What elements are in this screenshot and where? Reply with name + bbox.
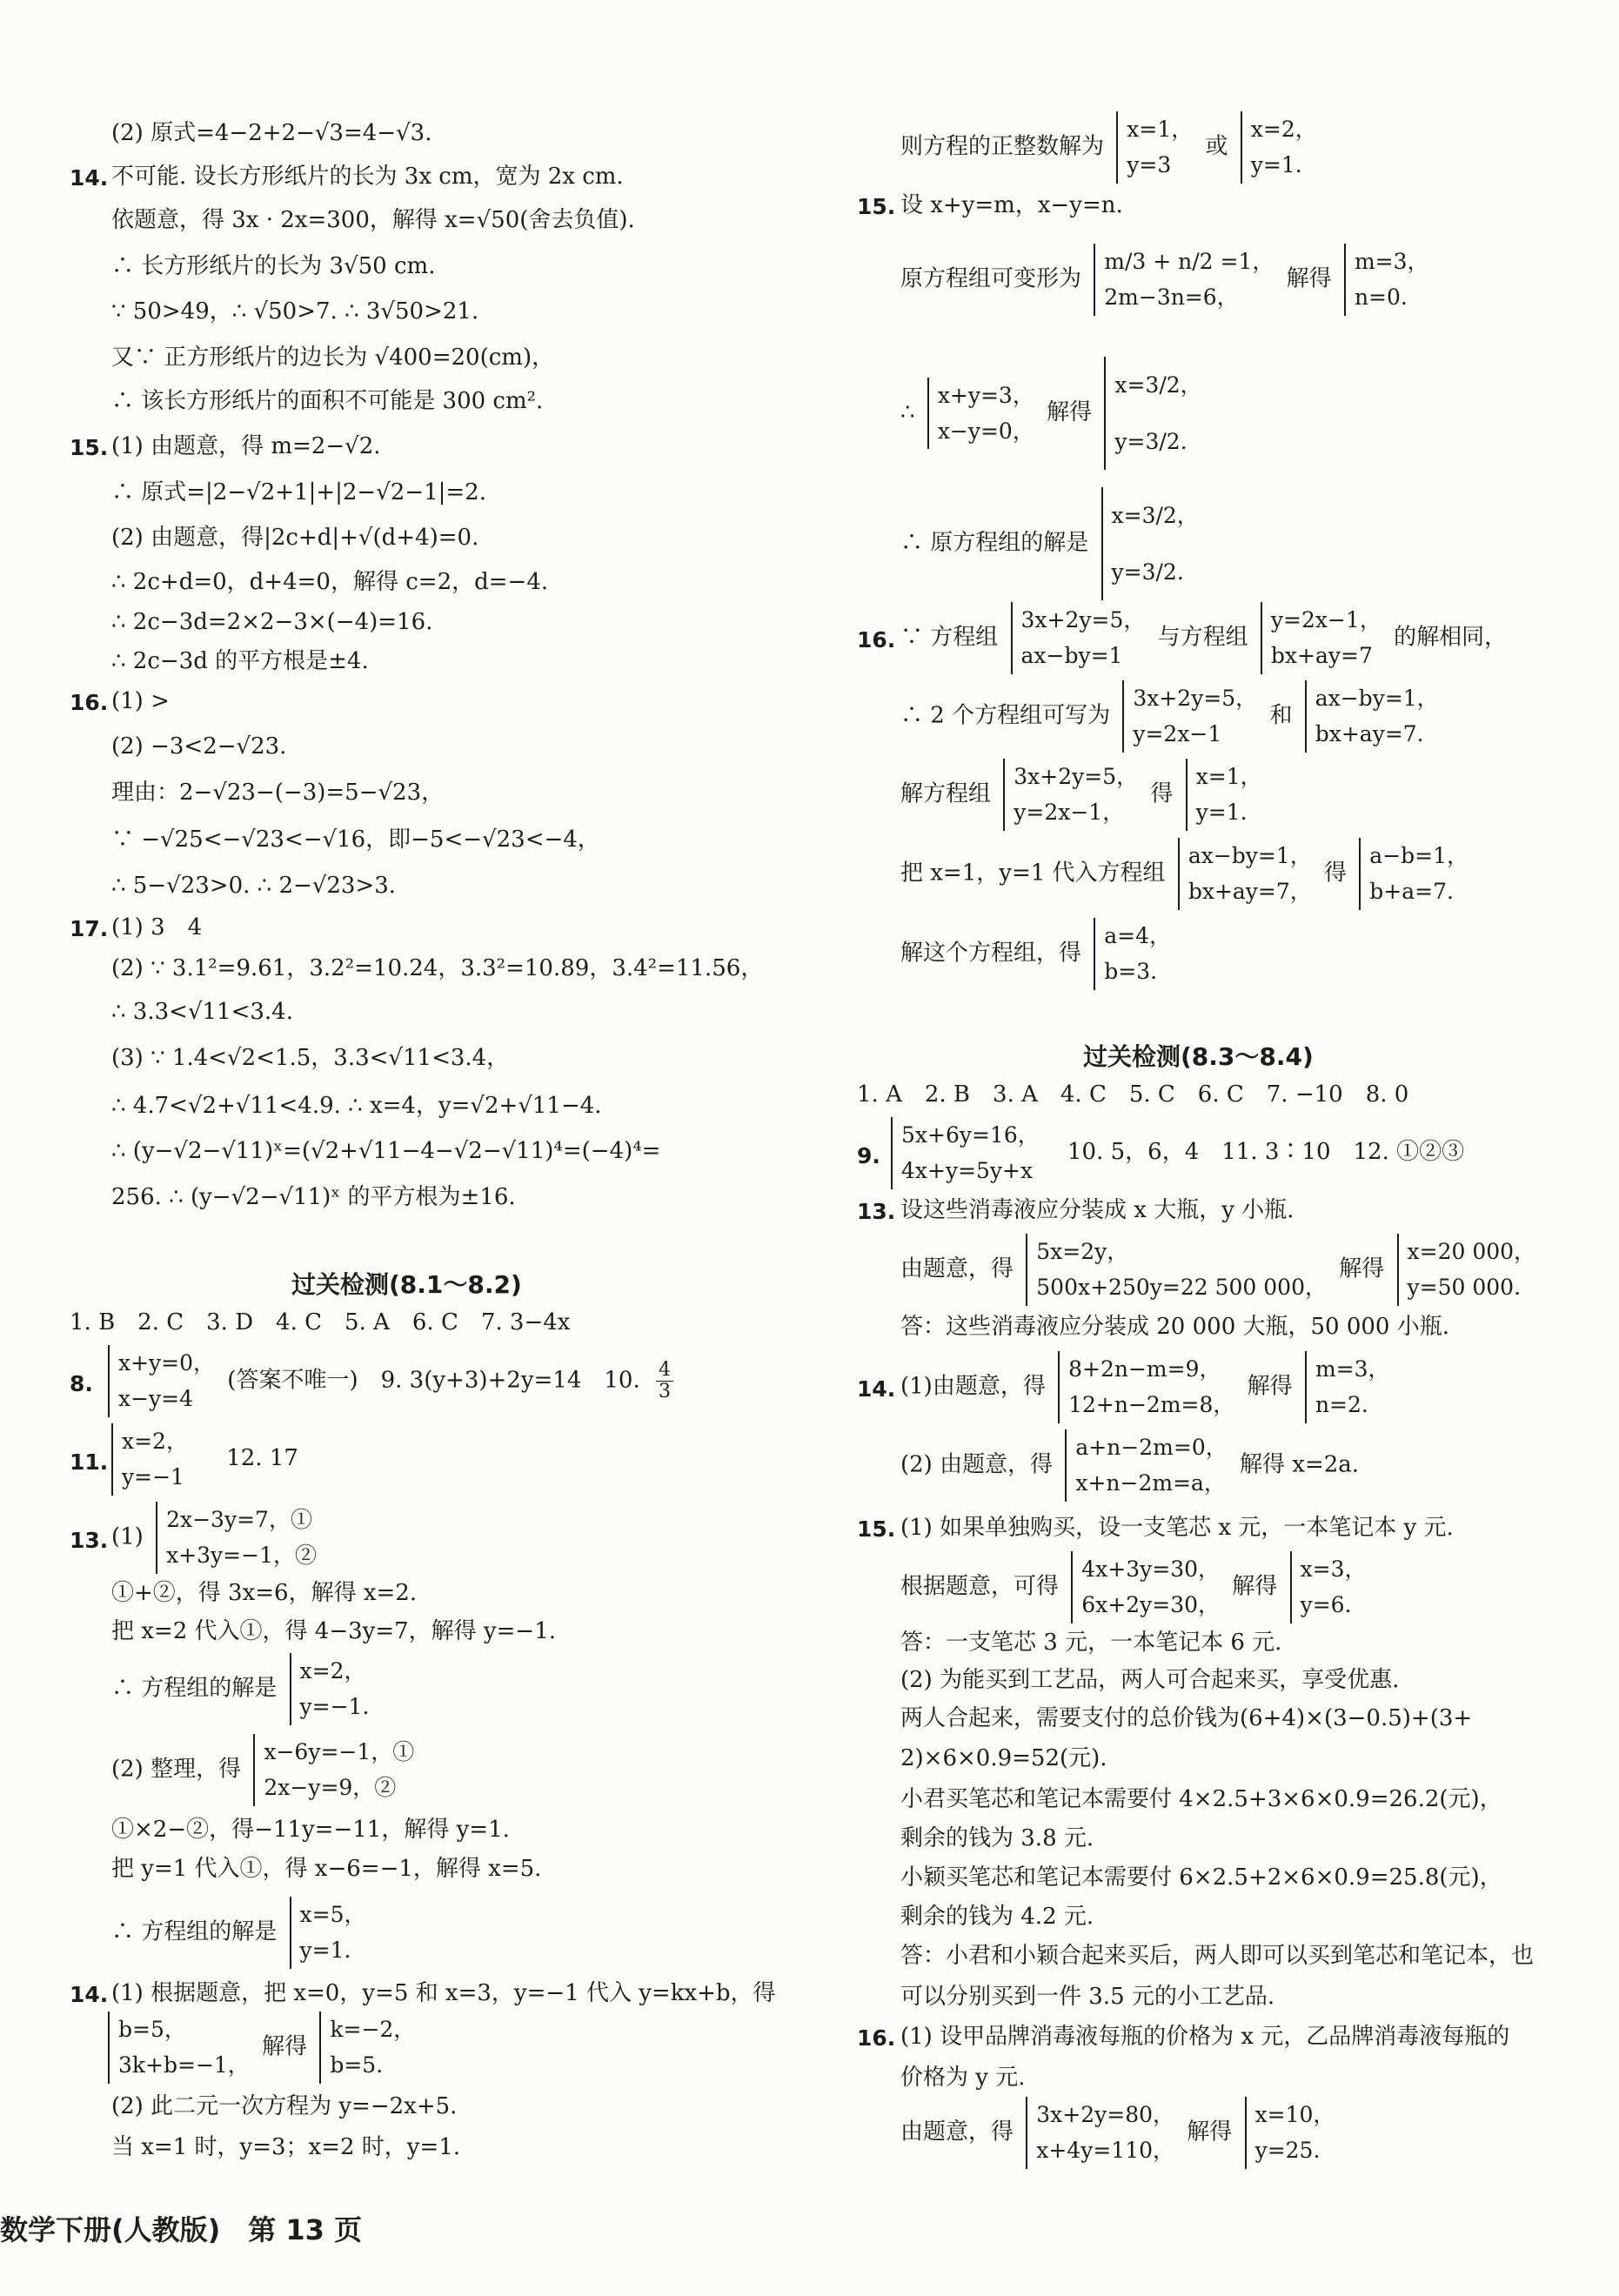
equation-system: x=1， y=3 [1116,111,1193,184]
text-line: 把 x=2 代入①，得 4−3y=7，解得 y=−1. [111,1618,556,1644]
equation-system: 5x+6y=16， 4x+y=5y+x [891,1117,1040,1189]
text-line: (3) ∵ 1.4<√2<1.5，3.3<√11<3.4， [111,1045,510,1071]
question-number: 13. [857,1199,896,1224]
question-number: 17. [70,916,109,941]
q15-line: 原方程组可变形为 m/3 + n/2 =1， 2m−3n=6， 解得 m=3， n=0. [900,244,1435,316]
text-line: ①+②，得 3x=6，解得 x=2. [111,1580,418,1606]
equation-system: a+n−2m=0， x+n−2m=a， [1065,1429,1227,1502]
question-number: 15. [857,194,896,219]
text-line: 当 x=1 时，y=3；x=2 时，y=1. [111,2134,461,2160]
text-line: (1) 设甲品牌消毒液每瓶的价格为 x 元，乙品牌消毒液每瓶的 [900,2024,1510,2050]
text-line: ∴ (y−√2−√11)ˣ=(√2+√11−4−√2−√11)⁴=(−4)⁴= [111,1138,661,1164]
equation-system: 3x+2y=5， ax−by=1 [1011,602,1146,674]
text-line: ∵ −√25<−√23<−√16，即−5<−√23<−4， [111,827,600,853]
answer-line: 1. A 2. B 3. A 4. C 5. C 6. C 7. −10 8. 0 [857,1081,1409,1108]
equation-system: m=3， n=0. [1344,244,1429,316]
question-number: 14. [857,1376,896,1402]
equation-system: 3x+2y=5， y=2x−1 [1122,680,1257,753]
text-line: 答：一支笔芯 3 元，一本笔记本 6 元. [900,1630,1282,1656]
equation-system: ax−by=1， bx+ay=7. [1305,680,1439,753]
text-line: ∴ 原式=|2−√2+1|+|2−√2−1|=2. [111,479,486,505]
text-line: 2)×6×0.9=52(元). [900,1745,1107,1771]
text-line: 理由：2−√23−(−3)=5−√23， [111,780,445,806]
q11-line [106,1423,298,1496]
equation-system: x=3/2， y=3/2. [1101,487,1199,600]
equation-system: x=10， y=25. [1245,2097,1335,2169]
question-number: 16. [857,627,896,653]
equation-system: y=2x−1， bx+ay=7 [1261,602,1382,674]
text-line: ∴ 3.3<√11<3.4. [111,999,293,1025]
text-line: 剩余的钱为 4.2 元. [900,1904,1094,1930]
text-line: 价格为 y 元. [900,2065,1026,2091]
text-line: 答：小君和小颖合起来买后，两人即可以买到笔芯和笔记本，也 [900,1943,1535,1969]
text-line: (2) −3<2−√23. [111,733,287,760]
equation-system: a−b=1， b+a=7. [1359,838,1468,910]
equation-system: a=4， b=3. [1094,918,1171,990]
q16-line: 解方程组 3x+2y=5， y=2x−1， 得 x=1， y=1. [900,759,1268,831]
text-line: 小颖买笔芯和笔记本需要付 6×2.5+2×6×0.9=25.8(元)， [900,1864,1502,1891]
r1-line: 则方程的正整数解为 x=1， y=3 或 x=2， y=1. [900,111,1322,184]
equation-system: 3x+2y=80， x+4y=110， [1026,2097,1174,2169]
q8-line [103,1345,673,1417]
answer-text: 12. 17 [226,1445,298,1472]
equation-system: x=2， y=−1. [290,1653,370,1725]
equation-system: m/3 + n/2 =1， 2m−3n=6， [1094,244,1274,316]
equation-system: m=3， n=2. [1305,1351,1390,1423]
text-line: 可以分别买到一件 3.5 元的小工艺品. [900,1984,1275,2010]
question-number: 13. [70,1528,109,1553]
text-line: 依题意，得 3x · 2x=300，解得 x=√50(舍去负值). [111,207,635,233]
q15-line: ∴ x+y=3， x−y=0， 解得 x=3/2， y=3/2. [900,357,1208,470]
equation-system: x−6y=−1，① 2x−y=9，② [253,1734,414,1806]
fraction: $\frac{4}{3}$ [656,1360,673,1402]
text-line: (2) ∵ 3.1²=9.61，3.2²=10.24，3.3²=10.89，3.4²=11.56， [111,955,764,981]
equation-system: 4x+3y=30， 6x+2y=30， [1071,1551,1220,1623]
equation-system: x=5， y=1. [290,1897,366,1969]
text-line: (1) 由题意，得 m=2−√2. [111,433,381,459]
text-line: (1) 如果单独购买，设一支笔芯 x 元，一本笔记本 y 元. [900,1515,1454,1541]
text-line: 剩余的钱为 3.8 元. [900,1825,1094,1851]
q16-line: ∵ 方程组 3x+2y=5， ax−by=1 与方程组 y=2x−1， bx+ay=7 的解相同， [900,602,1507,674]
question-number: 16. [70,690,109,715]
text-line: 设这些消毒液应分装成 x 大瓶，y 小瓶. [900,1197,1295,1223]
text-line: 两人合起来，需要支付的总价钱为(6+4)×(3−0.5)+(3+ [900,1705,1473,1731]
text-line: ∴ 5−√23>0. ∴ 2−√23>3. [111,873,397,899]
equation-system: x=3/2， y=3/2. [1104,357,1201,470]
q15-line: ∴ 原方程组的解是 x=3/2， y=3/2. [900,487,1204,600]
question-number: 8. [70,1371,93,1396]
text-line: (2) 此二元一次方程为 y=−2x+5. [111,2093,458,2119]
q13-line: 由题意，得 5x=2y， 500x+250y=22 500 000， 解得 x=20 000， y=50 000. [900,1234,1541,1306]
text-line: ∴ 2c−3d 的平方根是±4. [111,648,369,674]
text-line: ∴ 长方形纸片的长为 3√50 cm. [111,253,436,279]
equation-system: k=−2， b=5. [319,2012,415,2084]
question-number: 15. [70,435,109,460]
equation-system: x=2， y=1. [1241,111,1317,184]
equation-system: x+y=3， x−y=0， [927,378,1034,450]
q9-line [886,1117,1464,1189]
equation-system: 3x+2y=5， y=2x−1， [1003,759,1138,831]
text-line: (1) 根据题意，把 x=0，y=5 和 x=3，y=−1 代入 y=kx+b，得 [111,1980,776,2006]
text-line: 256. ∴ (y−√2−√11)ˣ 的平方根为±16. [111,1184,516,1210]
question-number: 16. [857,2025,896,2051]
equation-system: 8+2n−m=9， 12+n−2m=8， [1058,1351,1234,1423]
question-number: 14. [70,1982,109,2007]
text-line: (1) 3 4 [111,914,203,940]
equation-system: x=20 000， y=50 000. [1397,1234,1536,1306]
question-number: 9. [857,1143,880,1168]
equation-system: ax−by=1， bx+ay=7， [1178,838,1312,910]
equation-system: 5x=2y， 500x+250y=22 500 000， [1026,1234,1327,1306]
equation-system: x=1， y=1. [1186,759,1262,831]
q16-line: ∴ 2 个方程组可写为 3x+2y=5， y=2x−1 和 ax−by=1， bx+ay=7. [900,680,1444,753]
text-line: 设 x+y=m，x−y=n. [900,192,1123,218]
text-line: 答：这些消毒液应分装成 20 000 大瓶，50 000 小瓶. [900,1314,1450,1340]
q16-line: 由题意，得 3x+2y=80， x+4y=110， 解得 x=10， y=25. [900,2097,1340,2169]
text-line: ∴ 4.7<√2+√11<4.9. ∴ x=4，y=√2+√11−4. [111,1093,602,1119]
q14-line: (1)由题意，得 8+2n−m=9， 12+n−2m=8， 解得 m=3， n=2. [900,1351,1395,1423]
text-line: (2) 由题意，得|2c+d|+√(d+4)=0. [111,525,479,551]
q16-line: 把 x=1，y=1 代入方程组 ax−by=1， bx+ay=7， 得 a−b=1， b+a=7. [900,838,1474,910]
text-line: 不可能. 设长方形纸片的长为 3x cm，宽为 2x cm. [111,164,624,190]
text-line: 把 y=1 代入①，得 x−6=−1，解得 x=5. [111,1856,542,1882]
text-line: ①×2−②，得−11y=−11，解得 y=1. [111,1817,510,1843]
text-line: (2) 为能买到工艺品，两人可合起来买，享受优惠. [900,1667,1400,1693]
equation-system: 2x−3y=7，① x+3y=−1，② [156,1502,317,1574]
page-footer: 数学下册(人教版) 第 13 页 [0,2213,363,2246]
equation-system: b=5， 3k+b=−1， [108,2012,250,2084]
question-number: 14. [70,165,109,191]
equation-system: x=3， y=6. [1290,1551,1367,1623]
equation-system: x+y=0， x−y=4 [108,1345,215,1417]
text-line: (2) 原式=4−2+2−√3=4−√3. [111,120,432,146]
question-number: 15. [857,1516,896,1542]
q13-line: ∴ 方程组的解是 x=5， y=1. [111,1897,371,1969]
text-line: ∵ 50>49，∴ √50>7. ∴ 3√50>21. [111,298,479,325]
text-line: ∴ 2c+d=0，d+4=0，解得 c=2，d=−4. [111,569,549,595]
answer-line: 1. B 2. C 3. D 4. C 5. A 6. C 7. 3−4x [70,1309,571,1335]
q14-line: b=5， 3k+b=−1， 解得 k=−2， b=5. [103,2012,420,2084]
answer-text: 10. 5，6，4 11. 3∶10 12. ①②③ [1067,1139,1465,1166]
section-heading: 过关检测(8.3～8.4) [1083,1042,1314,1071]
q15-line: 根据题意，可得 4x+3y=30， 6x+2y=30， 解得 x=3， y=6. [900,1551,1372,1623]
question-number: 11. [70,1449,109,1475]
text-line: (1) > [111,688,170,714]
equation-system: x=2， y=−1 [111,1423,188,1496]
answer-text: (答案不唯一) 9. 3(y+3)+2y=14 10. [227,1367,640,1394]
q13-line: ∴ 方程组的解是 x=2， y=−1. [111,1653,374,1725]
q14-line: (2) 由题意，得 a+n−2m=0， x+n−2m=a， 解得 x=2a. [900,1429,1359,1502]
section-heading: 过关检测(8.1～8.2) [291,1270,522,1299]
text-line: ∴ 该长方形纸片的面积不可能是 300 cm². [111,388,544,414]
q16-line: 解这个方程组，得 a=4， b=3. [900,918,1176,990]
q13-line: (2) 整理，得 x−6y=−1，① 2x−y=9，② [111,1734,419,1806]
q13-line: (1) 2x−3y=7，① x+3y=−1，② [111,1502,322,1574]
text-line: ∴ 2c−3d=2×2−3×(−4)=16. [111,609,433,635]
text-line: 小君买笔芯和笔记本需要付 4×2.5+3×6×0.9=26.2(元)， [900,1786,1502,1812]
text-line: 又∵ 正方形纸片的边长为 √400=20(cm)， [111,345,555,371]
